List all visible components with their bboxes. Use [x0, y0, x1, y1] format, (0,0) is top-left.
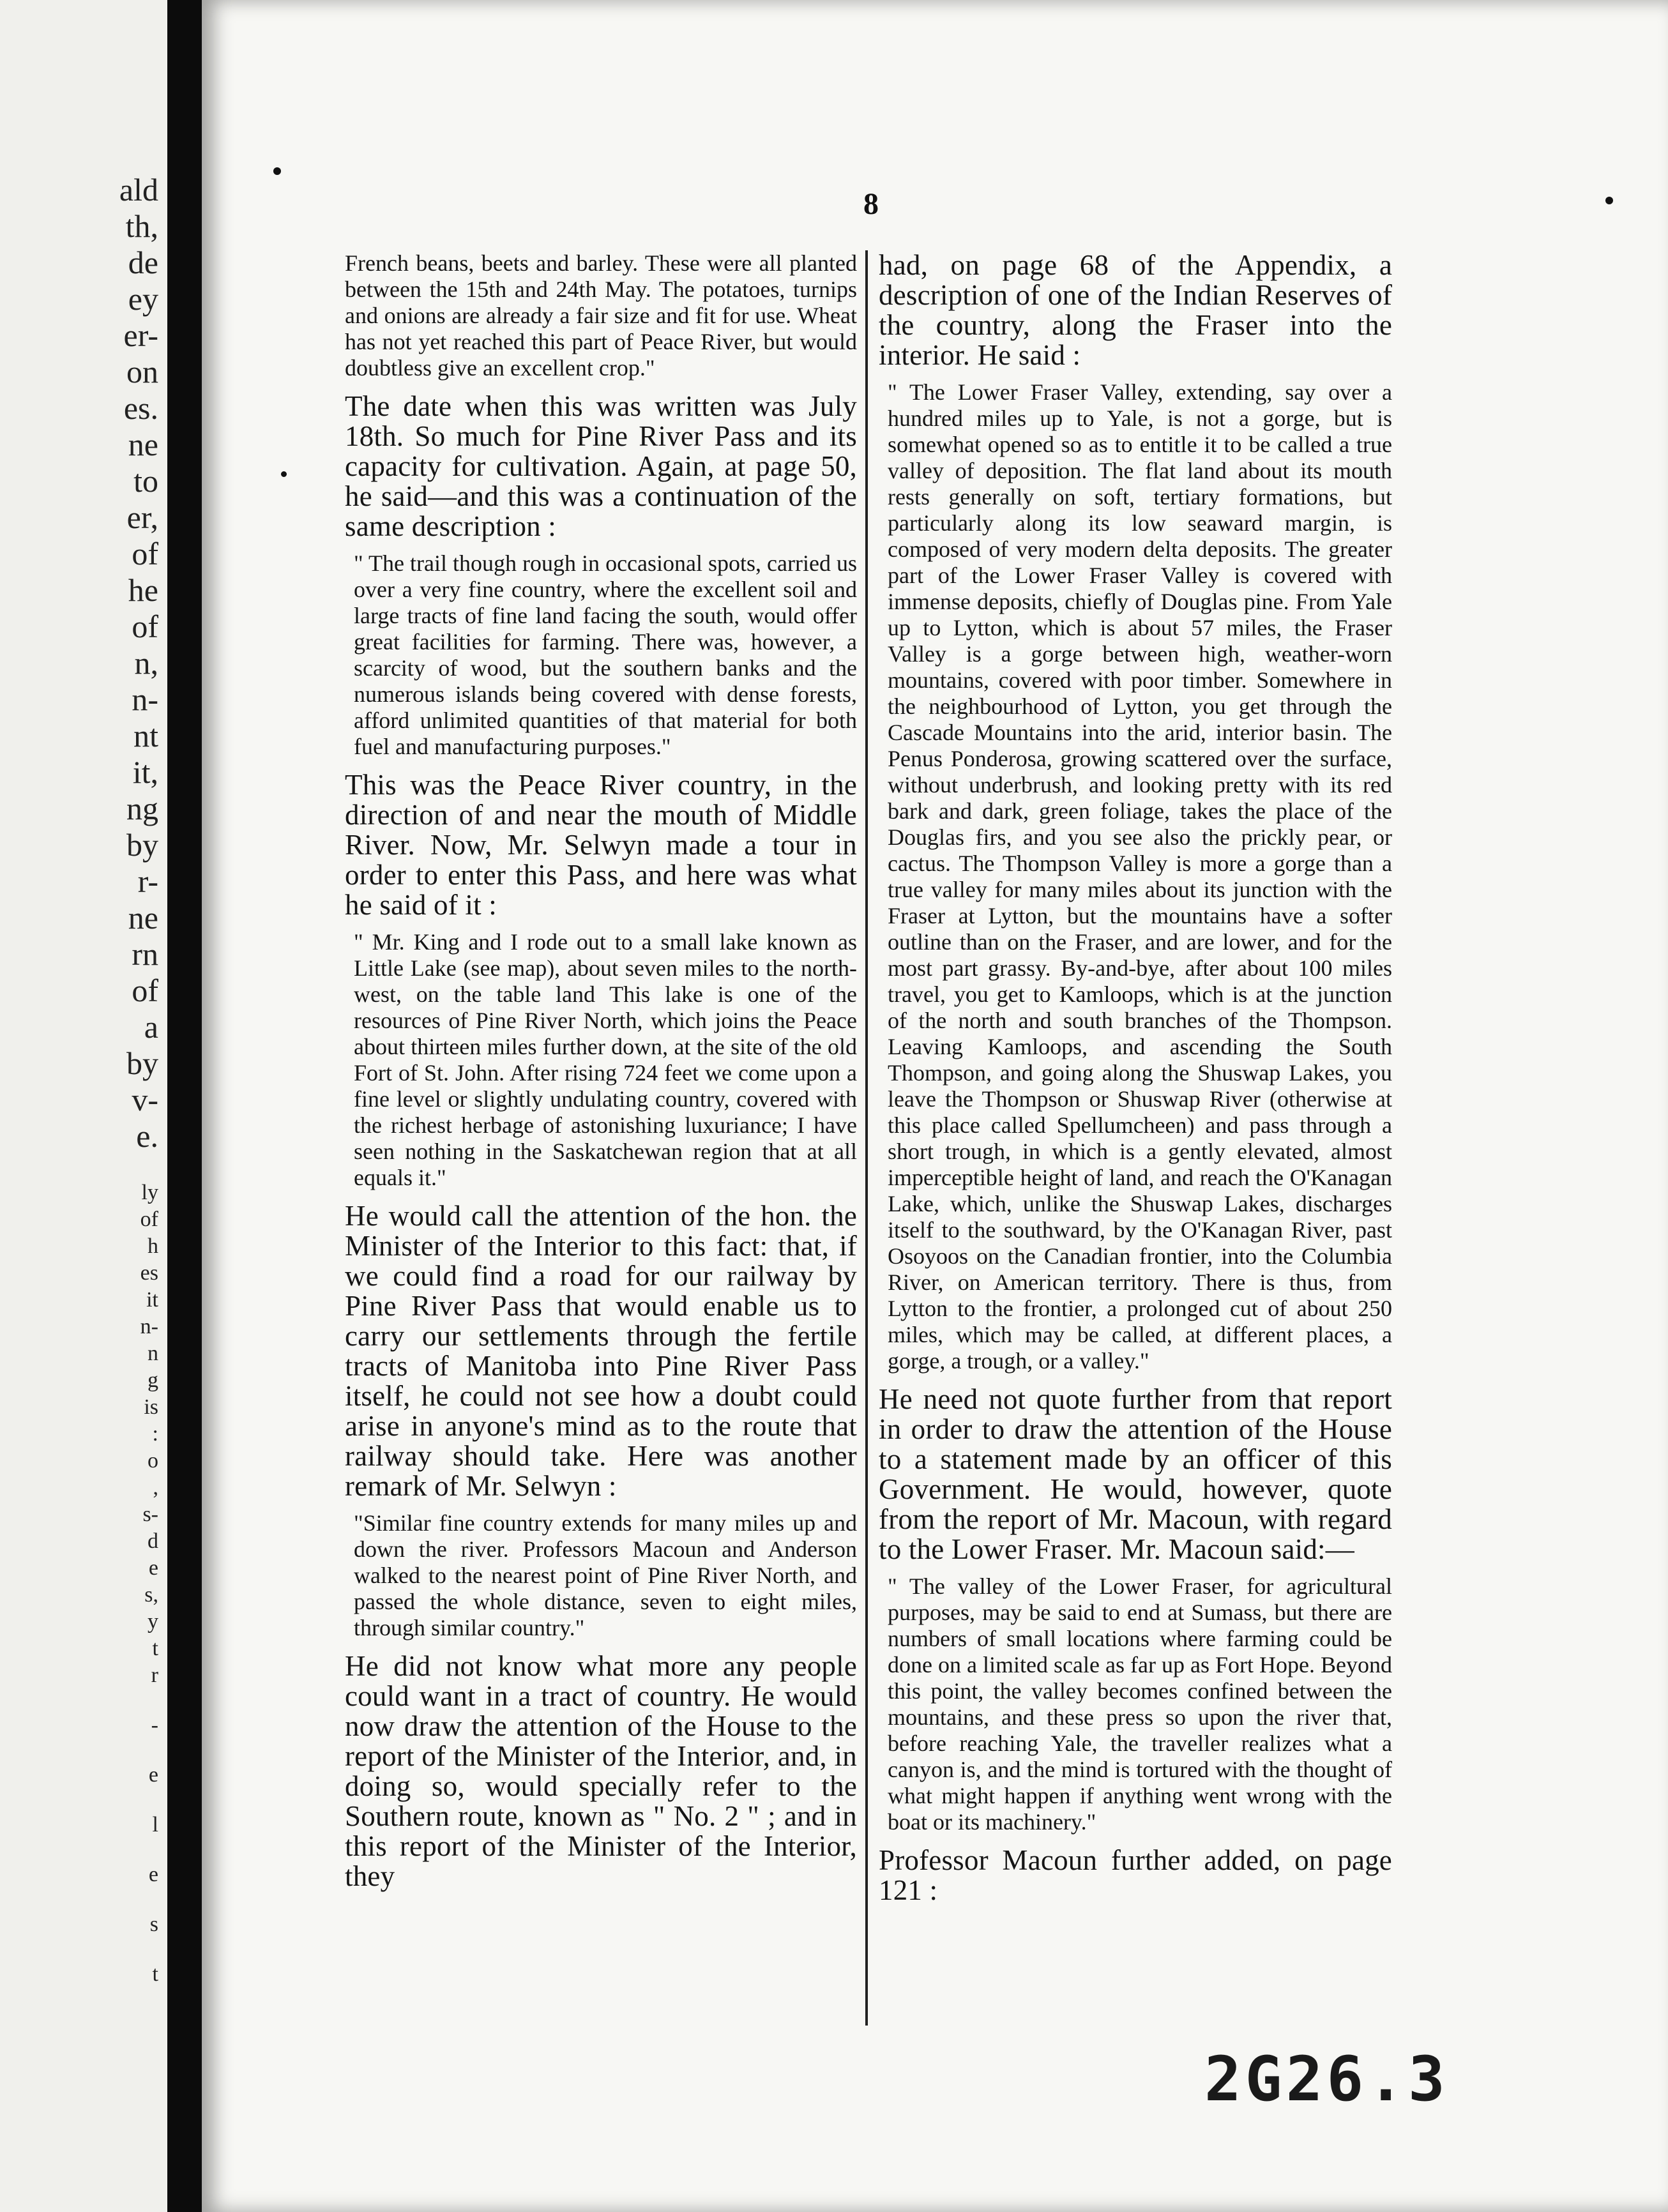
- adjacent-page-fragment: th,: [125, 208, 158, 244]
- quoted-passage: " The Lower Fraser Valley, extending, say over a hundred miles up to Yale, is not a gorge, but is somewhat opened so as to entitle it to be called a true valley of deposition. The flat land about its mouth rests generally on soft, tertiary formations, but particularly along its low seaward margin, is composed of very modern delta deposits. The greater part of the Lower Fraser Valley is covered with immense deposits, chiefly of Douglas pine. From Yale up to Lytton, which is about 57 miles, the Fraser Valley is a gorge between high, weather-worn mountains, covered with poor timber. Somewhere in the neighbourhood of Lytton, you get through the Cascade Mountains into the arid, interior basin. The Penus Ponderosa, growing scattered over the surface, without underbrush, and looking pretty with its red bark and dark, green foliage, takes the place of the Douglas firs, and you see also the prickly pear, or cactus. The Thompson Valley is more a gorge than a true valley for many miles about its junction with the Fraser at Lytton, but the mountains have a softer outline than on the Fraser, and are lower, and for the most part grassy. By-and-bye, after about 100 miles travel, you get to Kamloops, which is at the junction of the north and south branches of the Thompson. Leaving Kamloops, and ascending the South Thompson, and going along the Shuswap Lakes, you leave the Thompson or Shuswap River (otherwise at this place called Spellumcheen) and pass through a short trough, in which is a gently elevated, almost imperceptible height of land, and reach the O'Kanagan Lake, which, unlike the Shuswap Lakes, discharges itself to the southward, by the O'Kanagan River, past Osoyoos on the Canadian frontier, into the Columbia River, on American territory. There is thus, from Lytton to the frontier, a prolonged cut of about 250 miles, which may be called, at different places, a gorge, a trough, or a valley.": [888, 379, 1392, 1374]
- adjacent-page-fragment: of: [132, 536, 158, 572]
- speech-paragraph: He did not know what more any people could want in a tract of country. He would now draw the attention of the House to the report of the Minister of the Interior, and, in doing so, would specially refer to the Southern route, known as " No. 2 " ; and in this report of the Minister of the Interior, they: [345, 1650, 857, 1892]
- adjacent-page-fragment: it,: [132, 754, 158, 790]
- adjacent-page-fragment: ey: [128, 281, 158, 317]
- print-speck: [281, 471, 287, 477]
- adjacent-page-fragment: er,: [126, 499, 158, 535]
- adjacent-page-fragment: n-: [140, 1315, 158, 1338]
- adjacent-page-fragment: g: [148, 1368, 158, 1392]
- binding-gutter: [167, 0, 202, 2212]
- adjacent-page-fragment: t: [152, 1637, 158, 1660]
- adjacent-page-fragment: by: [126, 827, 158, 863]
- adjacent-page-fragment: n-: [132, 681, 158, 717]
- quoted-passage: " The trail though rough in occasional spots, carried us over a very fine country, where the excellent soil and large tracts of fine land facing the south, would offer great facilities for farming. There was, however, a scarcity of wood, but the southern banks and the numerous islands being covered with dense forests, afford unlimited quantities of that material for both fuel and manufacturing purposes.": [354, 550, 857, 759]
- adjacent-page-fragment: to: [133, 463, 158, 499]
- adjacent-page-fragment: t: [152, 1962, 158, 1986]
- adjacent-page-fragment: e: [148, 1863, 158, 1886]
- quoted-passage: " Mr. King and I rode out to a small lake known as Little Lake (see map), about seven miles to the north-west, on the table land This lake is one of the resources of Pine River North, which joins the Peace about thirteen miles further down, at the site of the old Fort of St. John. After rising 724 feet we come upon a fine level or slightly undulating country, covered with the richest herbage of astonishing luxuriance; I have seen nothing in the Saskatchewan region that at all equals it.": [354, 929, 857, 1190]
- adjacent-page-fragment: de: [128, 245, 158, 280]
- speech-paragraph: He would call the attention of the hon. the Minister of the Interior to this fact: that, if we could find a road for our railway by Pine River Pass that would enable us to carry our settlements through the fertile tracts of Manitoba into Pine River Pass itself, he could not see how a doubt could arise in anyone's mind as to the route that railway should take. Here was another remark of Mr. Selwyn :: [345, 1200, 857, 1502]
- adjacent-page-fragment: o: [148, 1449, 158, 1473]
- quoted-passage: " The valley of the Lower Fraser, for agricultural purposes, may be said to end at Sumass, but there are numbers of small locations where farming could be done on a limited scale as far up as Fort Hope. Beyond this point, the valley becomes confined between the mountains, and these press so upon the river that, before reaching Yale, the traveller realizes what a canyon is, and the mind is tortured with the thought of what might happen if anything went wrong with the boat or its machinery.": [888, 1573, 1392, 1835]
- print-speck: [273, 167, 281, 175]
- adjacent-page-fragment: h: [148, 1234, 158, 1258]
- adjacent-page-fragment: a: [144, 1009, 158, 1045]
- adjacent-page-fragment: nt: [133, 718, 158, 754]
- adjacent-page-fragment: ne: [128, 427, 158, 462]
- adjacent-page-fragment: :: [152, 1422, 158, 1446]
- adjacent-page-fragment: ly: [141, 1181, 158, 1204]
- adjacent-page-fragment: he: [128, 572, 158, 608]
- speech-paragraph: Professor Macoun further added, on page 121 :: [879, 1844, 1392, 1906]
- adjacent-page-fragment: -: [151, 1713, 158, 1737]
- adjacent-page-fragment: ng: [126, 791, 158, 826]
- adjacent-page-fragment: r: [151, 1663, 158, 1687]
- adjacent-page-fragment: d: [148, 1529, 158, 1553]
- adjacent-page-fragment: l: [152, 1813, 158, 1837]
- adjacent-page-fragment: ald: [119, 172, 158, 208]
- print-speck: [1605, 197, 1613, 204]
- speech-paragraph: This was the Peace River country, in the direction of and near the mouth of Middle River. Now, Mr. Selwyn made a tour in order to enter this Pass, and here was what he said of it :: [345, 769, 857, 921]
- adjacent-page-fragment: it: [146, 1288, 158, 1312]
- quoted-passage: "Similar fine country extends for many miles up and down the river. Professors Macoun and Anderson walked to the nearest point of Pine River North, and passed the whole distance, seven to eight miles, through similar country.": [354, 1510, 857, 1640]
- adjacent-page-fragment: ne: [128, 900, 158, 936]
- adjacent-page-fragment: y: [148, 1610, 158, 1633]
- adjacent-page-strip: [0, 0, 167, 2212]
- adjacent-page-fragment: n: [148, 1342, 158, 1365]
- adjacent-page-fragment: v-: [132, 1082, 158, 1117]
- adjacent-page-text: [1, 0, 166, 2212]
- adjacent-page-fragment: r-: [137, 863, 158, 899]
- speech-paragraph: The date when this was written was July 18th. So much for Pine River Pass and its capacity for cultivation. Again, at page 50, he said—and this was a continuation of the same description :: [345, 390, 857, 542]
- adjacent-page-fragment: of: [132, 609, 158, 644]
- quoted-passage: French beans, beets and barley. These were all planted between the 15th and 24th May. The potatoes, turnips and onions are already a fair size and fit for use. Wheat has not yet reached this part of Peace River, but would doubtless give an excellent crop.": [345, 250, 857, 381]
- adjacent-page-fragment: s,: [144, 1583, 158, 1607]
- archive-stamp: 2G26.3: [1204, 2043, 1449, 2115]
- adjacent-page-fragment: rn: [132, 936, 158, 972]
- adjacent-page-fragment: on: [126, 354, 158, 390]
- adjacent-page-fragment: e.: [136, 1118, 158, 1154]
- adjacent-page-fragment: of: [140, 1208, 158, 1231]
- adjacent-page-fragment: by: [126, 1045, 158, 1081]
- adjacent-page-fragment: ,: [153, 1476, 158, 1499]
- adjacent-page-fragment: er-: [123, 317, 158, 353]
- adjacent-page-fragment: is: [144, 1395, 158, 1419]
- adjacent-page-fragment: s-: [142, 1503, 158, 1526]
- speech-paragraph: had, on page 68 of the Appendix, a description of one of the Indian Reserves of the country, along the Fraser into the interior. He said :: [879, 249, 1392, 371]
- adjacent-page-fragment: es.: [123, 390, 158, 426]
- adjacent-page-fragment: of: [132, 973, 158, 1008]
- adjacent-page-fragment: n,: [134, 645, 158, 681]
- speech-paragraph: He need not quote further from that report in order to draw the attention of the House to a statement made by an officer of this Government. He would, however, quote from the report of Mr. Macoun, with regard to the Lower Fraser. Mr. Macoun said:—: [879, 1383, 1392, 1565]
- left-column: [345, 250, 857, 1900]
- adjacent-page-fragment: e: [148, 1556, 158, 1580]
- page-number: 8: [863, 187, 879, 221]
- adjacent-page-fragment: e: [148, 1763, 158, 1787]
- column-rule: [865, 250, 868, 2026]
- adjacent-page-fragment: es: [140, 1261, 158, 1285]
- adjacent-page-fragment: s: [149, 1913, 158, 1936]
- right-column: [879, 250, 1392, 1914]
